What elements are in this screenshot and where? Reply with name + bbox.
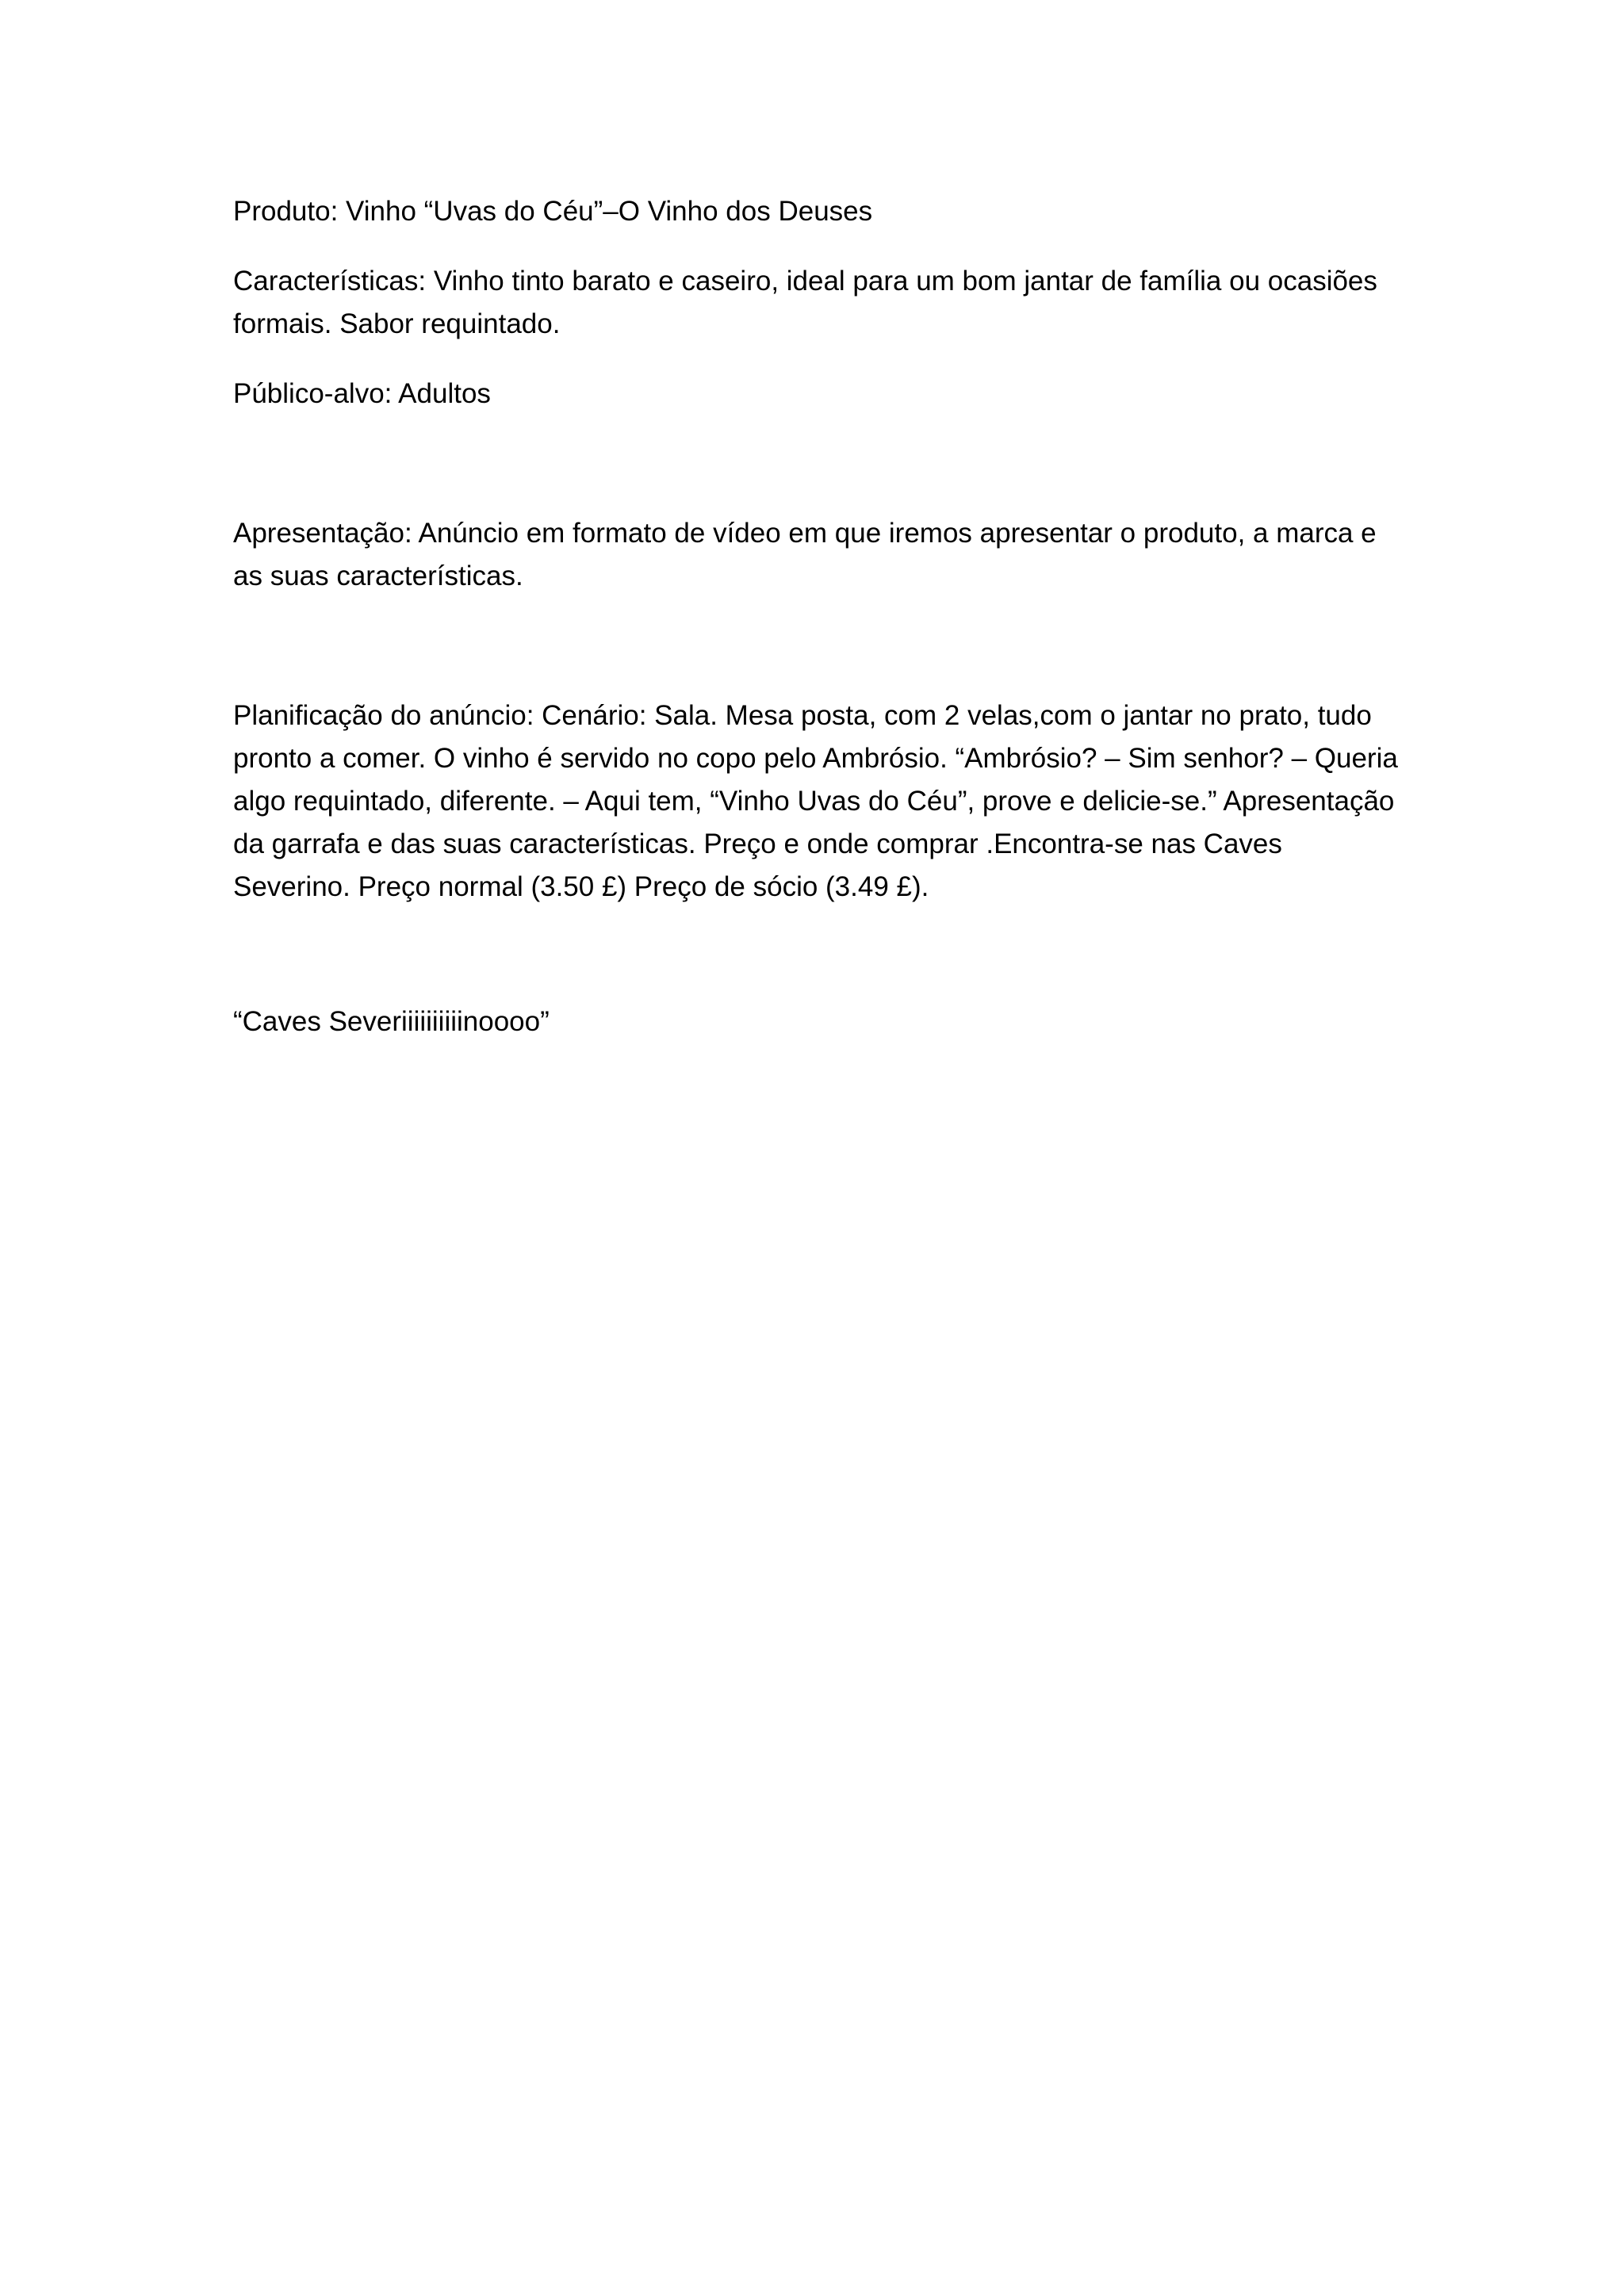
paragraph-apresentacao: Apresentação: Anúncio em formato de vídeo em que iremos apresentar o produto, a marca e as suas características. (233, 518, 1377, 591)
paragraph-produto: Produto: Vinho “Uvas do Céu”–O Vinho dos Deuses (233, 196, 873, 227)
paragraph-slogan: “Caves Severiiiiiiiiiinoooo” (233, 1006, 550, 1037)
paragraph-planificacao: Planificação do anúncio: Cenário: Sala. Mesa posta, com 2 velas,com o jantar no prato, tudo pronto a comer. O vinho é servido no copo pelo Ambrósio. “Ambrósio? – Sim senhor? – Queria algo requintado, diferente. – Aqui tem, “Vinho Uvas do Céu”, prove e delicie-se.” Apresentação da garrafa e das suas características. Preço e onde comprar .Encontra-se nas Caves Severino. Preço normal (3.50 £) Preço de sócio (3.49 £). (233, 700, 1398, 902)
paragraph-caracteristicas: Características: Vinho tinto barato e caseiro, ideal para um bom jantar de família ou ocasiões formais. Sabor requintado. (233, 266, 1377, 339)
paragraph-publico-alvo: Público-alvo: Adultos (233, 378, 491, 409)
